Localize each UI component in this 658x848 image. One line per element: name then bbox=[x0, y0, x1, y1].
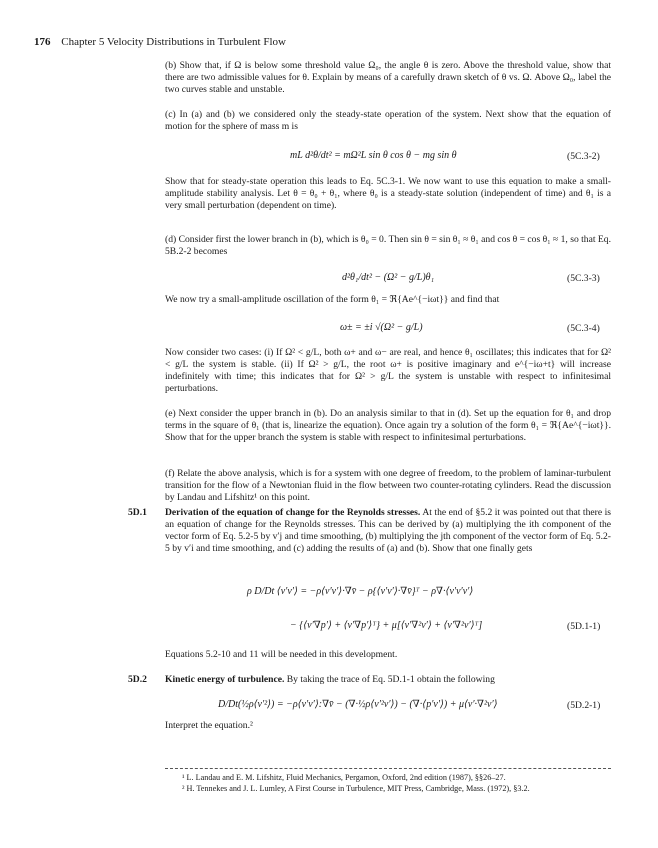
equation-5c3-3: d²θ₁/dt² − (Ω² − g/L)θ₁ bbox=[342, 272, 435, 283]
problem-5d1 bbox=[128, 507, 611, 567]
footnote-rule bbox=[165, 768, 611, 769]
problem-5d2 bbox=[128, 674, 611, 688]
part-d-paragraph: (d) Consider first the lower branch in (b), which is θ₀ = 0. Then sin θ = sin θ₁ ≈ θ₁ and cos θ = cos θ₁ ≈ 1, so that Eq. 5B.2-2 becomes bbox=[165, 234, 611, 258]
problem-5d1-body bbox=[165, 507, 611, 555]
problem-5d2-note: Interpret the equation.² bbox=[165, 720, 253, 731]
problem-5d2-text: By taking the trace of Eq. 5D.1-1 obtain the following bbox=[286, 674, 495, 685]
equation-number-5d2-1: (5D.2-1) bbox=[567, 700, 601, 711]
part-f-paragraph: (f) Relate the above analysis, which is for a system with one degree of freedom, to the problem of laminar-turbulent transition for the flow of a Newtonian fluid in the flow between two counter-rotating cylinders. Read the discussion by Landau and Lifshitz¹ on this point. bbox=[165, 468, 611, 504]
equation-5d1-1-line2: − {⟨v′∇p′⟩ + ⟨v′∇p′⟩ᵀ} + μ[⟨v′∇²v′⟩ + ⟨v′∇²v′⟩ᵀ] bbox=[290, 620, 483, 631]
equation-5c3-2: mL d²θ/dt² = mΩ²L sin θ cos θ − mg sin θ bbox=[290, 150, 457, 161]
page-header bbox=[34, 36, 286, 48]
problem-5d1-note: Equations 5.2-10 and 11 will be needed in this development. bbox=[165, 649, 398, 660]
problem-5d1-text: At the end of §5.2 it was pointed out that there is an equation of change for the Reynolds stresses. This can be derived by (a) multiplying the ith component of the vector form of Eq. 5.2-5 by v′j and time smoothing, (b) multiplying the jth component of the vector form of Eq. 5.2-5 by v′i and time smoothing, and (c) adding the results of (a) and (b). Show that one finally gets bbox=[165, 507, 612, 555]
part-b-paragraph: (b) Show that, if Ω is below some threshold value Ω₀, the angle θ is zero. Above the threshold value, show that there are two admissible values for θ. Explain by means of a carefully drawn sketch of θ vs. Ω. Above Ω₀, label the two curves stable and unstable. bbox=[165, 60, 611, 96]
equation-number-5c3-2: (5C.3-2) bbox=[567, 151, 600, 162]
equation-number-5c3-4: (5C.3-4) bbox=[567, 323, 600, 334]
problem-5d1-title: Derivation of the equation of change for the Reynolds stresses. bbox=[165, 507, 421, 518]
equation-5d1-1-line1: ρ D/Dt ⟨v′v′⟩ = −ρ⟨v′v′⟩·∇v̄ − ρ{⟨v′v′⟩·∇v̄}ᵀ − ρ∇·⟨v′v′v′⟩ bbox=[247, 586, 474, 597]
problem-5d2-body bbox=[165, 674, 611, 686]
equation-number-5d1-1: (5D.1-1) bbox=[567, 621, 601, 632]
part-d-trial-solution: We now try a small-amplitude oscillation of the form θ₁ = ℜ{Ae^{−iωt}} and find that bbox=[165, 294, 500, 305]
problem-5d2-number: 5D.2 bbox=[128, 674, 147, 685]
equation-number-5c3-3: (5C.3-3) bbox=[567, 273, 600, 284]
part-c-continued: Show that for steady-state operation this leads to Eq. 5C.3-1. We now want to use this equation to make a small-amplitude stability analysis. Let θ = θ₀ + θ₁, where θ₀ is a steady-state solution (independent of time) and θ₁ is a very small perturbation (dependent on time). bbox=[165, 176, 611, 212]
problem-5d1-number: 5D.1 bbox=[128, 507, 147, 518]
running-title: Chapter 5 Velocity Distributions in Turbulent Flow bbox=[61, 36, 286, 48]
footnote-2: ² H. Tennekes and J. L. Lumley, A First Course in Turbulence, MIT Press, Cambridge, Mass. (1972), §3.2. bbox=[182, 784, 530, 793]
problem-5d2-title: Kinetic energy of turbulence. bbox=[165, 674, 285, 685]
part-c-paragraph: (c) In (a) and (b) we considered only the steady-state operation of the system. Next show that the equation of motion for the sphere of mass m is bbox=[165, 109, 611, 133]
part-e-paragraph: (e) Next consider the upper branch in (b). Do an analysis similar to that in (d). Set up the equation for θ₁ and drop terms in the square of θ₁ (that is, linearize the equation). Once again try a solution of the form θ₁ = ℜ{Ae^{−iωt}}. Show that for the upper branch the system is stable with respect to infinitesimal perturbations. bbox=[165, 408, 611, 444]
footnote-1: ¹ L. Landau and E. M. Lifshitz, Fluid Mechanics, Pergamon, Oxford, 2nd edition (1987), §§26–27. bbox=[182, 773, 506, 782]
equation-5c3-4: ω± = ±i √(Ω² − g/L) bbox=[340, 322, 423, 333]
equation-5d2-1: D/Dt(½ρ⟨v′²⟩) = −ρ⟨v′v′⟩:∇v̄ − (∇·½ρ⟨v′²v′⟩) − (∇·⟨p′v′⟩) + μ⟨v′·∇²v′⟩ bbox=[218, 699, 498, 710]
page-number: 176 bbox=[34, 36, 51, 48]
part-d-cases: Now consider two cases: (i) If Ω² < g/L, both ω+ and ω− are real, and hence θ₁ oscillates; this indicates that for Ω² < g/L the system is stable. (ii) If Ω² > g/L, the root ω+ is positive imaginary and e^{−iω+t} will increase indefinitely with time; this indicates that for Ω² > g/L the system is unstable with respect to infinitesimal perturbations. bbox=[165, 347, 611, 395]
